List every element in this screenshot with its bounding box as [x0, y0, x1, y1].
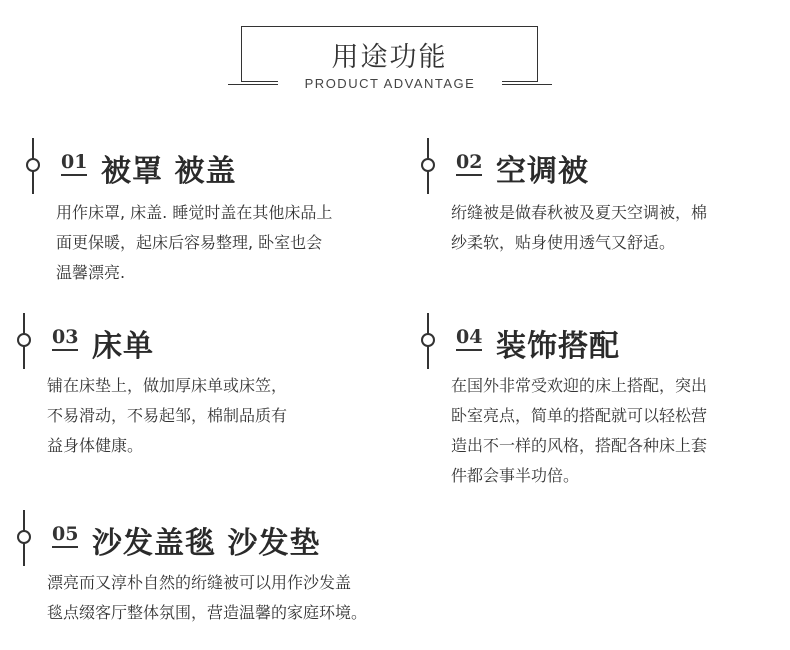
feature-title: 床单 [92, 329, 154, 364]
feature-number: 01 [61, 151, 87, 176]
description-line: 绗缝被是做春秋被及夏天空调被，棉 [451, 203, 708, 222]
description-line: 益身体健康。 [47, 436, 144, 455]
description-line: 造出不一样的风格，搭配各种床上套 [451, 436, 708, 455]
feature-title: 装饰搭配 [496, 329, 620, 364]
timeline-marker [25, 138, 41, 194]
feature-description [451, 371, 707, 491]
feature-section-02 [420, 138, 780, 258]
description-line: 毯点缀客厅整体氛围，营造温馨的家庭环境。 [47, 603, 368, 622]
feature-description [56, 198, 332, 288]
feature-section-04 [420, 313, 780, 493]
circle-dot-icon [17, 333, 31, 347]
circle-dot-icon [17, 530, 31, 544]
feature-description [47, 371, 287, 461]
circle-dot-icon [26, 158, 40, 172]
feature-number: 03 [52, 326, 78, 351]
description-line: 在国外非常受欢迎的床上搭配，突出 [451, 376, 708, 395]
feature-title: 沙发盖毯 沙发垫 [92, 526, 321, 561]
circle-dot-icon [421, 158, 435, 172]
timeline-marker [16, 510, 32, 566]
header-subtitle-row [228, 73, 552, 95]
feature-number: 05 [52, 523, 78, 548]
description-line: 用作床罩, 床盖. 睡觉时盖在其他床品上 [56, 203, 333, 222]
description-line: 件都会事半功倍。 [451, 466, 580, 485]
feature-description [451, 198, 707, 258]
feature-section-05 [16, 510, 436, 630]
feature-number: 04 [456, 326, 482, 351]
feature-description [47, 568, 367, 628]
description-line: 铺在床垫上，做加厚床单或床笠， [47, 376, 288, 395]
description-line: 卧室亮点，简单的搭配就可以轻松营 [451, 406, 708, 425]
page-subtitle: PRODUCT ADVANTAGE [278, 73, 502, 95]
description-line: 不易滑动，不易起邹，棉制品质有 [47, 406, 288, 425]
feature-number: 02 [456, 151, 482, 176]
page-title: 用途功能 [331, 42, 448, 73]
description-line: 面更保暖，起床后容易整理, 卧室也会 [56, 233, 323, 252]
timeline-marker [420, 138, 436, 194]
feature-title: 空调被 [496, 154, 589, 189]
feature-section-01 [25, 138, 405, 288]
description-line: 温馨漂亮. [56, 263, 126, 282]
feature-title: 被罩 被盖 [101, 154, 237, 189]
timeline-marker [16, 313, 32, 369]
feature-section-03 [16, 313, 396, 463]
description-line: 纱柔软，贴身使用透气又舒适。 [451, 233, 676, 252]
circle-dot-icon [421, 333, 435, 347]
description-line: 漂亮而又淳朴自然的绗缝被可以用作沙发盖 [47, 573, 352, 592]
timeline-marker [420, 313, 436, 369]
